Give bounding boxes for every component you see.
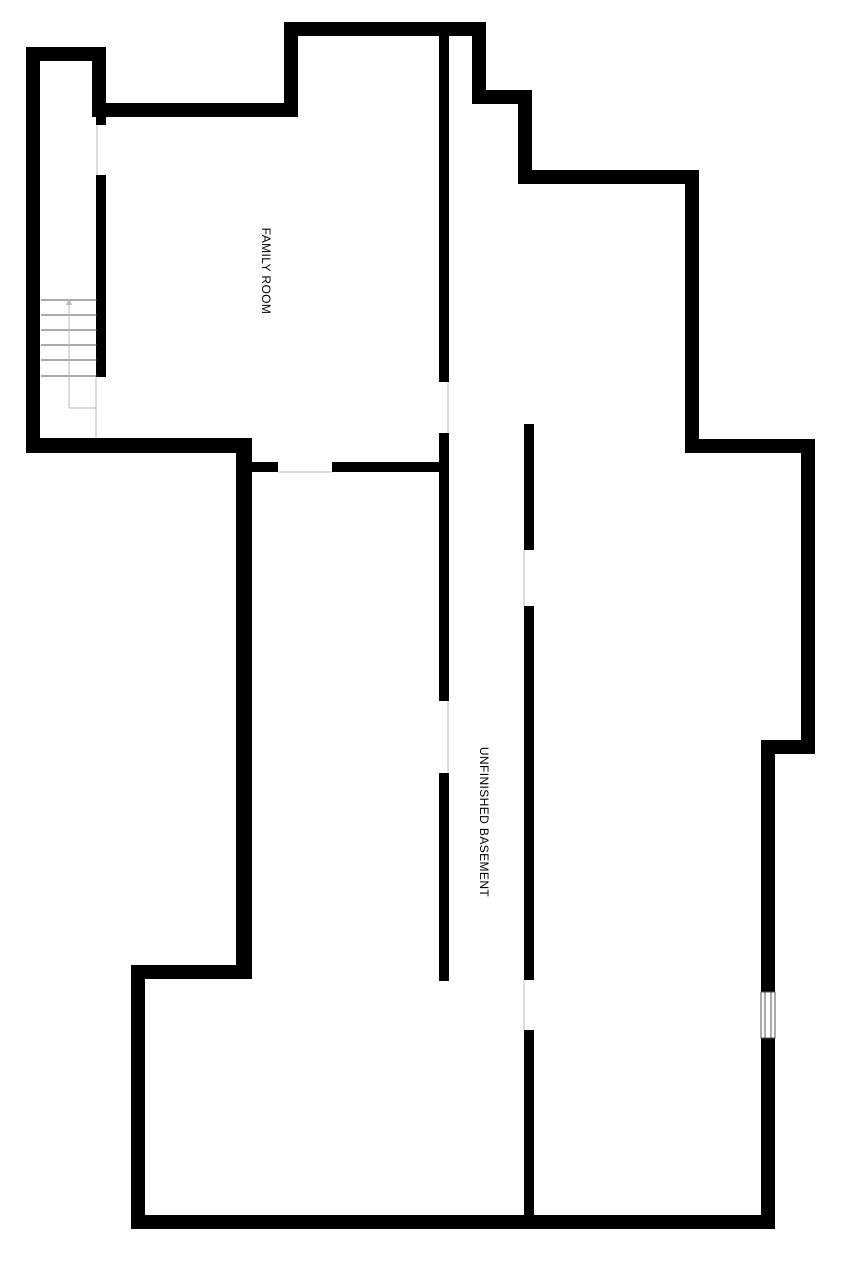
stair-arrow-icon <box>66 298 72 305</box>
room-label-unfinished-basement: UNFINISHED BASEMENT <box>477 746 491 898</box>
wall-segment <box>761 740 775 992</box>
wall-segment <box>518 90 532 184</box>
wall-segment <box>284 22 486 36</box>
wall-segment <box>801 439 815 754</box>
wall-segment <box>524 424 534 550</box>
wall-segment <box>439 36 449 382</box>
wall-segment <box>524 1030 534 1220</box>
wall-segment <box>332 462 449 472</box>
wall-segment <box>236 462 278 472</box>
wall-segment <box>131 1215 775 1229</box>
room-label-family-room: FAMILY ROOM <box>259 227 273 315</box>
interior-walls <box>96 36 534 1220</box>
window <box>761 992 775 1038</box>
exterior-walls <box>26 22 815 1229</box>
wall-segment <box>96 175 106 377</box>
wall-segment <box>26 47 40 453</box>
wall-segment <box>284 22 298 117</box>
wall-segment <box>96 117 106 125</box>
wall-segment <box>439 433 449 701</box>
wall-segment <box>236 453 252 979</box>
wall-segment <box>685 170 699 453</box>
wall-segment <box>761 1038 775 1229</box>
staircase <box>41 300 97 408</box>
wall-segment <box>131 965 252 979</box>
wall-segment <box>26 438 252 453</box>
wall-segment <box>92 103 298 117</box>
wall-segment <box>685 439 815 453</box>
wall-segment <box>439 773 449 981</box>
wall-segment <box>524 606 534 980</box>
wall-segment <box>131 965 145 1229</box>
wall-segment <box>518 170 699 184</box>
openings <box>96 125 524 1030</box>
